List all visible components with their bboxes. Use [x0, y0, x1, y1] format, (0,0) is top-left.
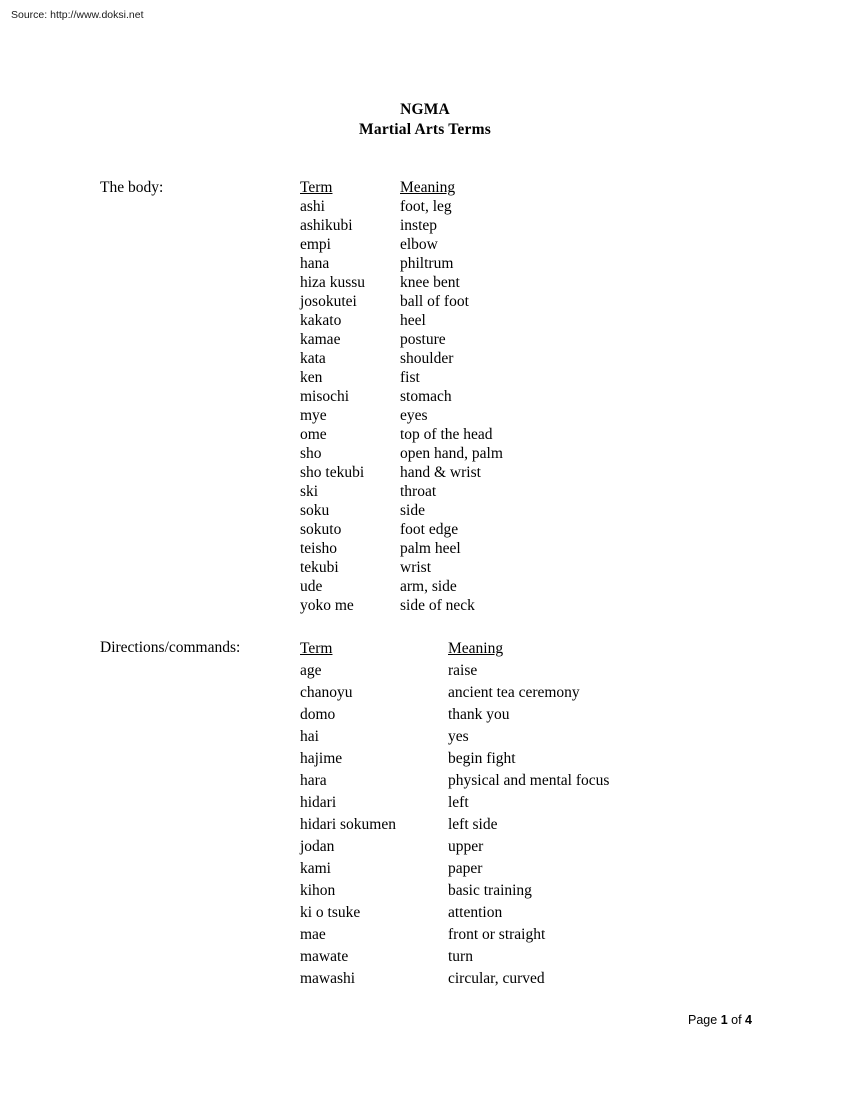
- cell-term: empi: [300, 236, 331, 253]
- cell-meaning: knee bent: [400, 274, 460, 291]
- cell-term: kata: [300, 350, 326, 367]
- table-row: [300, 748, 609, 770]
- table-row: [300, 792, 609, 814]
- table-row: [300, 704, 609, 726]
- section-label-the-body: The body:: [100, 179, 164, 196]
- cell-meaning: philtrum: [400, 255, 454, 272]
- cell-meaning: foot, leg: [400, 198, 452, 215]
- document-title: [0, 100, 850, 140]
- cell-meaning: stomach: [400, 388, 452, 405]
- cell-term: chanoyu: [300, 684, 353, 701]
- table-row: [300, 770, 609, 792]
- footer-of-word: of: [731, 1013, 742, 1027]
- page-footer: [0, 1013, 850, 1027]
- cell-term: josokutei: [300, 293, 357, 310]
- cell-meaning: left side: [448, 816, 498, 833]
- table-row: [300, 463, 503, 482]
- table-row: [300, 482, 503, 501]
- cell-meaning: palm heel: [400, 540, 461, 557]
- cell-term: ken: [300, 369, 323, 386]
- table-row: [300, 902, 609, 924]
- section-label-directions-commands: Directions/commands:: [100, 639, 241, 656]
- table-row: [300, 858, 609, 880]
- cell-meaning: yes: [448, 728, 469, 745]
- cell-term: kami: [300, 860, 331, 877]
- column-header-meaning: Meaning: [400, 179, 456, 196]
- cell-meaning: top of the head: [400, 426, 493, 443]
- cell-meaning: left: [448, 794, 469, 811]
- cell-meaning: eyes: [400, 407, 428, 424]
- table-row: [300, 539, 503, 558]
- cell-meaning: turn: [448, 948, 473, 965]
- cell-term: ashi: [300, 198, 325, 215]
- footer-current-page: 1: [720, 1013, 728, 1027]
- footer-page-word: Page: [688, 1013, 718, 1027]
- table-row: [300, 425, 503, 444]
- table-header-row: [300, 638, 609, 660]
- table-row: [300, 292, 503, 311]
- terms-table-the-body: [300, 178, 503, 615]
- cell-term: kamae: [300, 331, 341, 348]
- cell-term: kihon: [300, 882, 336, 899]
- cell-meaning: arm, side: [400, 578, 457, 595]
- cell-meaning: basic training: [448, 882, 532, 899]
- cell-term: mawate: [300, 948, 349, 965]
- cell-term: sho tekubi: [300, 464, 365, 481]
- cell-term: mawashi: [300, 970, 356, 987]
- cell-term: teisho: [300, 540, 338, 557]
- footer-total-pages: 4: [745, 1013, 752, 1027]
- table-row: [300, 836, 609, 858]
- cell-term: hiza kussu: [300, 274, 366, 291]
- table-row: [300, 682, 609, 704]
- table-row: [300, 387, 503, 406]
- cell-term: yoko me: [300, 597, 354, 614]
- table-row: [300, 444, 503, 463]
- cell-meaning: attention: [448, 904, 503, 921]
- cell-meaning: shoulder: [400, 350, 454, 367]
- cell-meaning: heel: [400, 312, 426, 329]
- cell-term: ski: [300, 483, 319, 500]
- cell-term: sho: [300, 445, 322, 462]
- cell-term: mae: [300, 926, 326, 943]
- cell-meaning: paper: [448, 860, 483, 877]
- table-row: [300, 216, 503, 235]
- cell-meaning: foot edge: [400, 521, 459, 538]
- cell-term: domo: [300, 706, 336, 723]
- terms-table-directions-commands: [300, 638, 609, 990]
- cell-term: hidari: [300, 794, 337, 811]
- table-row: [300, 968, 609, 990]
- cell-meaning: ancient tea ceremony: [448, 684, 580, 701]
- cell-term: misochi: [300, 388, 350, 405]
- cell-meaning: ball of foot: [400, 293, 469, 310]
- cell-term: hara: [300, 772, 327, 789]
- cell-meaning: circular, curved: [448, 970, 545, 987]
- cell-meaning: physical and mental focus: [448, 772, 610, 789]
- table-row: [300, 946, 609, 968]
- cell-term: hai: [300, 728, 319, 745]
- table-row: [300, 311, 503, 330]
- table-row: [300, 330, 503, 349]
- title-line-2: Martial Arts Terms: [359, 121, 491, 138]
- cell-term: sokuto: [300, 521, 342, 538]
- cell-term: soku: [300, 502, 330, 519]
- table-row: [300, 577, 503, 596]
- table-row: [300, 596, 503, 615]
- table-row: [300, 254, 503, 273]
- cell-meaning: open hand, palm: [400, 445, 503, 462]
- cell-meaning: side: [400, 502, 425, 519]
- table-row: [300, 406, 503, 425]
- table-row: [300, 660, 609, 682]
- table-row: [300, 814, 609, 836]
- cell-meaning: hand & wrist: [400, 464, 481, 481]
- cell-term: hidari sokumen: [300, 816, 396, 833]
- cell-term: jodan: [300, 838, 335, 855]
- table-header-row: [300, 178, 503, 197]
- cell-meaning: upper: [448, 838, 484, 855]
- cell-term: hajime: [300, 750, 343, 767]
- cell-meaning: throat: [400, 483, 437, 500]
- cell-meaning: raise: [448, 662, 478, 679]
- cell-term: age: [300, 662, 322, 679]
- cell-term: kakato: [300, 312, 342, 329]
- column-header-term: Term: [300, 640, 333, 657]
- cell-meaning: begin fight: [448, 750, 516, 767]
- cell-meaning: wrist: [400, 559, 431, 576]
- cell-meaning: front or straight: [448, 926, 546, 943]
- table-row: [300, 197, 503, 216]
- cell-term: tekubi: [300, 559, 339, 576]
- table-row: [300, 349, 503, 368]
- table-row: [300, 520, 503, 539]
- cell-term: ki o tsuke: [300, 904, 361, 921]
- table-row: [300, 924, 609, 946]
- source-url-line: Source: http://www.doksi.net: [11, 9, 144, 21]
- column-header-term: Term: [300, 179, 333, 196]
- cell-meaning: instep: [400, 217, 438, 234]
- table-row: [300, 273, 503, 292]
- table-row: [300, 368, 503, 387]
- cell-term: ome: [300, 426, 327, 443]
- table-row: [300, 235, 503, 254]
- cell-term: hana: [300, 255, 330, 272]
- cell-term: ashikubi: [300, 217, 353, 234]
- table-row: [300, 558, 503, 577]
- cell-term: ude: [300, 578, 323, 595]
- title-line-1: NGMA: [400, 101, 450, 118]
- table-row: [300, 501, 503, 520]
- column-header-meaning: Meaning: [448, 640, 504, 657]
- cell-meaning: side of neck: [400, 597, 475, 614]
- table-row: [300, 880, 609, 902]
- cell-meaning: elbow: [400, 236, 438, 253]
- cell-meaning: fist: [400, 369, 420, 386]
- cell-term: mye: [300, 407, 327, 424]
- cell-meaning: thank you: [448, 706, 510, 723]
- cell-meaning: posture: [400, 331, 446, 348]
- table-row: [300, 726, 609, 748]
